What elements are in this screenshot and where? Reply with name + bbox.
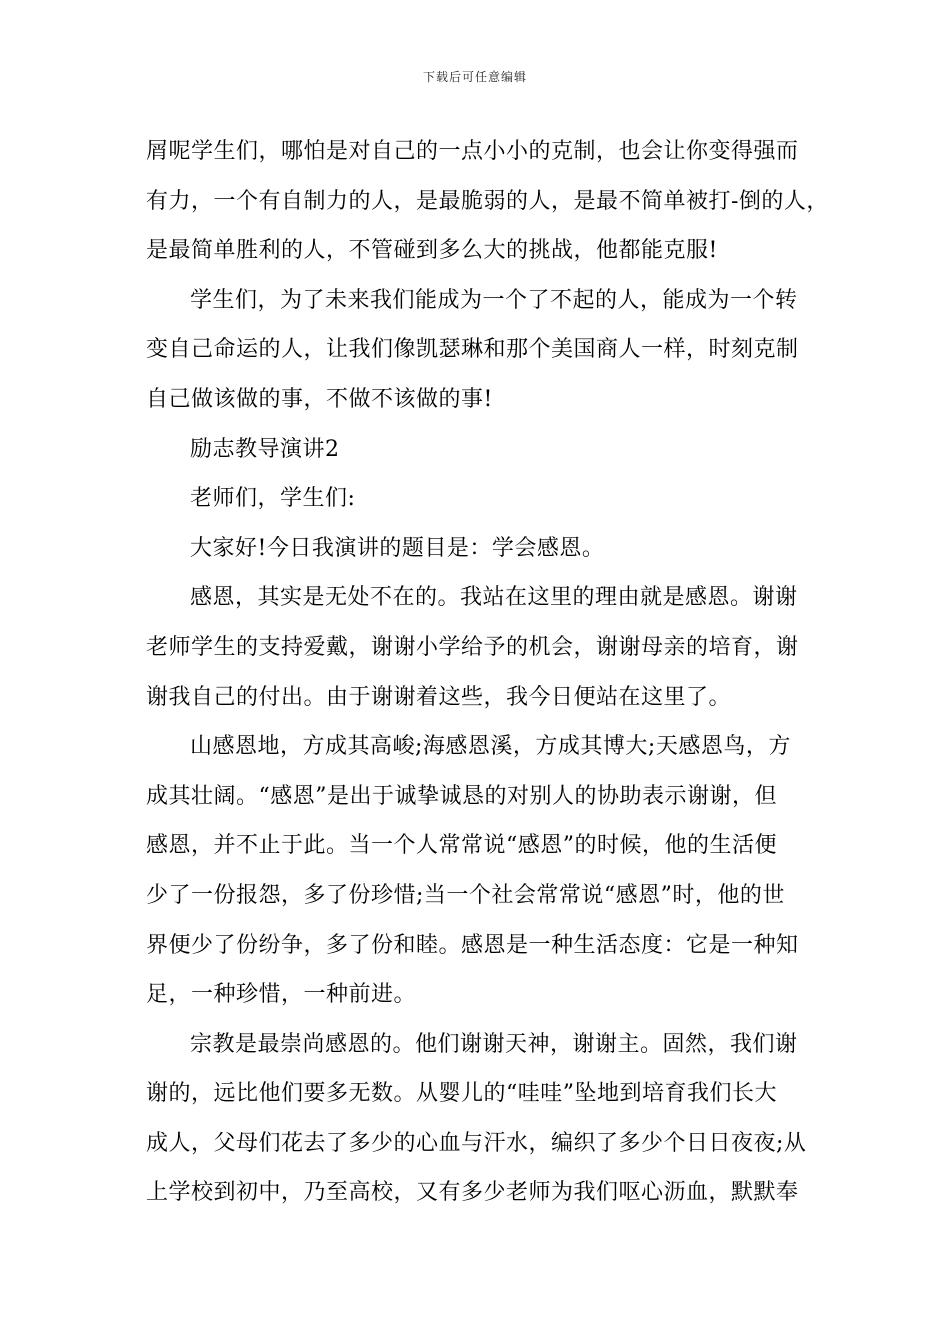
- document-body: [146, 127, 829, 1218]
- text-line: 励志教导演讲2: [190, 436, 340, 462]
- text-line: 学生们，为了未来我们能成为一个了不起的人，能成为一个转: [190, 287, 798, 313]
- text-line: 屑呢学生们，哪怕是对自己的一点小小的克制，也会让你变得强而: [146, 139, 799, 164]
- text-line: 成人，父母们花去了多少的心血与汗水，编织了多少个日日夜夜;从: [146, 1130, 807, 1156]
- text-line: 足，一种珍惜，一种前进。: [146, 982, 417, 1008]
- text-line: 谢我自己的付出。由于谢谢着这些，我今日便站在这里了。: [146, 684, 732, 710]
- text-line: 少了一份报怨，多了份珍惜;当一个社会常常说“感恩”时，他的世: [146, 882, 785, 908]
- text-line: 有力，一个有自制力的人，是最脆弱的人，是最不简单被打-倒的人，: [146, 188, 829, 214]
- text-line: 感恩，并不止于此。当一个人常常说“感恩”的时候，他的生活便: [146, 833, 777, 859]
- text-line: 谢的，远比他们要多无数。从婴儿的“哇哇”坠地到培育我们长大: [146, 1081, 777, 1107]
- text-line: 界便少了份纷争，多了份和睦。感恩是一种生活态度：它是一种知: [146, 932, 799, 958]
- text-line: 上学校到初中，乃至高校，又有多少老师为我们呕心沥血，默默奉: [146, 1180, 799, 1206]
- text-line: 是最简单胜利的人，不管碰到多么大的挑战，他都能克服!: [146, 238, 718, 264]
- text-line: 感恩，其实是无处不在的。我站在这里的理由就是感恩。谢谢: [190, 585, 798, 611]
- text-line: 大家好!今日我演讲的题目是：学会感恩。: [190, 535, 605, 561]
- text-line: 宗教是最崇尚感恩的。他们谢谢天神，谢谢主。固然，我们谢: [190, 1031, 798, 1057]
- page-header: 下载后可任意编辑: [422, 70, 527, 84]
- text-line: 山感恩地，方成其高峻;海感恩溪，方成其博大;天感恩鸟，方: [190, 734, 791, 760]
- text-line: 自己做该做的事，不做不该做的事!: [146, 386, 493, 412]
- text-line: 老师们，学生们:: [190, 486, 356, 512]
- text-line: 老师学生的支持爱戴，谢谢小学给予的机会，谢谢母亲的培育，谢: [146, 634, 799, 660]
- text-line: 变自己命运的人，让我们像凯瑟琳和那个美国商人一样，时刻克制: [146, 337, 799, 363]
- text-line: 成其壮阔。“感恩”是出于诚挚诚恳的对别人的协助表示谢谢，但: [146, 783, 777, 809]
